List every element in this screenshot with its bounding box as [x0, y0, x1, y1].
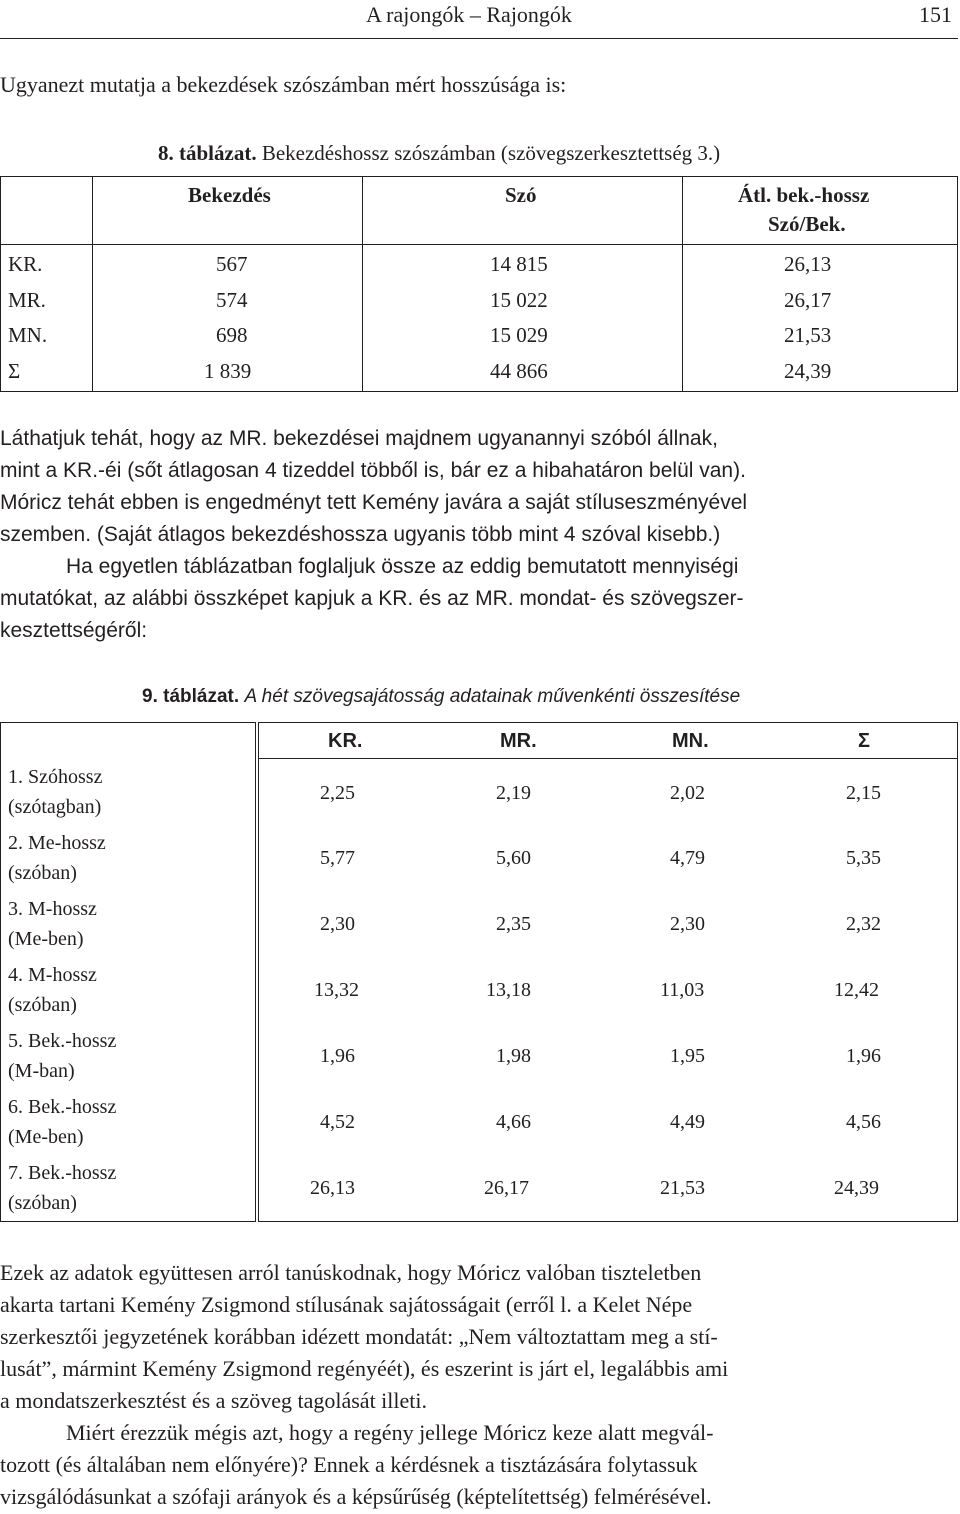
table8-row4-label: Σ: [8, 359, 21, 383]
table8-header-szo: Szó: [505, 183, 537, 207]
table8-row4-szo: 44 866: [490, 359, 548, 383]
para2-line3: kesztettségéről:: [0, 619, 148, 642]
table9-row3-sum: 2,32: [846, 913, 881, 935]
table8-row3-bek: 698: [216, 323, 248, 347]
table9-header-sum: Σ: [858, 730, 871, 752]
table8-header-bekezdes: Bekezdés: [188, 183, 271, 207]
table9-row5-kr: 1,96: [320, 1045, 355, 1067]
table9-row2-mr: 5,60: [496, 847, 531, 869]
table8-header-atl: Átl. bek.-hossz: [738, 183, 870, 207]
table9-row5-label: 5. Bek.-hossz (M-ban): [8, 1030, 117, 1082]
table9-row7-mn: 21,53: [660, 1177, 705, 1199]
table9-row7-label: 7. Bek.-hossz (szóban): [8, 1162, 117, 1214]
table8-row2-label: MR.: [8, 288, 46, 312]
table9-row4-label: 4. M-hossz (szóban): [8, 964, 97, 1016]
table9-row1-kr: 2,25: [320, 782, 355, 804]
table9-row6-mr: 4,66: [496, 1111, 531, 1133]
para2-line1: Ha egyetlen táblázatban foglaljuk össze az eddig bemutatott mennyiségi: [66, 555, 739, 578]
table8-row1-szo: 14 815: [490, 252, 548, 276]
table9-row1-label: 1. Szóhossz (szótagban): [8, 766, 103, 818]
table9-row2-kr: 5,77: [320, 847, 355, 869]
table9-row5-sum: 1,96: [846, 1045, 881, 1067]
running-title: A rajongók – Rajongók: [366, 2, 572, 27]
para1-line2: mint a KR.-éi (sőt átlagosan 4 tizeddel többől is, bár ez a hibahatáron belül van).: [0, 459, 746, 482]
table8-row3-szo: 15 029: [490, 323, 548, 347]
table8-header-szobek: Szó/Bek.: [768, 212, 846, 236]
table8-row3-atl: 21,53: [784, 323, 832, 347]
table9-row4-mr: 13,18: [486, 979, 531, 1001]
table9-row3-label: 3. M-hossz (Me-ben): [8, 898, 97, 950]
para4-line1: Miért érezzük mégis azt, hogy a regény jellege Móricz keze alatt megvál-: [66, 1420, 714, 1445]
table9-row6-kr: 4,52: [320, 1111, 355, 1133]
table8-row3-label: MN.: [8, 323, 48, 347]
running-header: [0, 0, 958, 39]
table8-row2-bek: 574: [216, 288, 248, 312]
table9: [0, 722, 958, 1222]
table8-row2-atl: 26,17: [784, 288, 832, 312]
table9-caption: [142, 684, 740, 710]
para3-line1: Ezek az adatok együttesen arról tanúskodnak, hogy Móricz valóban tiszteletben: [0, 1260, 702, 1285]
para3-line5: a mondatszerkesztést és a szöveg tagolását illeti.: [0, 1388, 428, 1413]
table9-row3-mr: 2,35: [496, 913, 531, 935]
table9-row2-mn: 4,79: [670, 847, 705, 869]
table9-row7-mr: 26,17: [484, 1177, 529, 1199]
intro-text: Ugyanezt mutatja a bekezdések szószámban mért hosszúsága is:: [0, 72, 567, 97]
table9-header-mr: MR.: [500, 730, 537, 752]
table9-row1-mn: 2,02: [670, 782, 705, 804]
table9-row4-kr: 13,32: [314, 979, 359, 1001]
page-number: 151: [919, 2, 952, 27]
para1-line3: Móricz tehát ebben is engedményt tett Kemény javára a saját stíluseszményével: [0, 491, 748, 514]
table9-row4-mn: 11,03: [660, 979, 705, 1001]
table9-row2-sum: 5,35: [846, 847, 881, 869]
table9-row3-mn: 2,30: [670, 913, 705, 935]
table9-row5-mr: 1,98: [496, 1045, 531, 1067]
table9-row6-sum: 4,56: [846, 1111, 881, 1133]
table9-row5-mn: 1,95: [670, 1045, 705, 1067]
table9-row7-sum: 24,39: [834, 1177, 879, 1199]
table9-row3-kr: 2,30: [320, 913, 355, 935]
table9-header-mn: MN.: [672, 730, 709, 752]
para2-line2: mutatókat, az alábbi összképet kapjuk a KR. és az MR. mondat- és szövegszer-: [0, 587, 744, 610]
table9-label: 9. táblázat.: [142, 686, 240, 707]
table9-row7-kr: 26,13: [310, 1177, 355, 1199]
para1-line1: Láthatjuk tehát, hogy az MR. bekezdései majdnem ugyanannyi szóból állnak,: [0, 427, 718, 450]
table9-row1-mr: 2,19: [496, 782, 531, 804]
table8-row1-bek: 567: [216, 252, 248, 276]
table8-row4-bek: 1 839: [204, 359, 252, 383]
para4-line3: vizsgálódásunkat a szófaji arányok és a képsűrűség (képtelítettség) felmérésével.: [0, 1484, 712, 1509]
para4-line2: tozott (és általában nem előnyére)? Ennek a kérdésnek a tisztázására folytassuk: [0, 1452, 698, 1477]
table8-title: Bekezdéshossz szószámban (szövegszerkesztettség 3.): [261, 141, 721, 165]
para3-line3: szerkesztői jegyzetének korábban idézett mondatát: „Nem változtattam meg a stí-: [0, 1324, 718, 1349]
table8-row4-atl: 24,39: [784, 359, 832, 383]
table9-title: A hét szövegsajátosság adatainak művenkénti összesítése: [244, 686, 741, 707]
para3-line2: akarta tartani Kemény Zsigmond stílusának sajátosságait (erről l. a Kelet Népe: [0, 1292, 693, 1317]
table9-row6-label: 6. Bek.-hossz (Me-ben): [8, 1096, 117, 1148]
table8-caption: [158, 140, 720, 166]
table9-row1-sum: 2,15: [846, 782, 881, 804]
table8: [0, 176, 958, 392]
para1-line4: szemben. (Saját átlagos bekezdéshossza ugyanis több mint 4 szóval kisebb.): [0, 523, 721, 546]
table9-row2-label: 2. Me-hossz (szóban): [8, 832, 106, 884]
table8-row1-atl: 26,13: [784, 252, 832, 276]
table8-label: 8. táblázat.: [158, 141, 257, 165]
table9-row6-mn: 4,49: [670, 1111, 705, 1133]
table9-row4-sum: 12,42: [834, 979, 879, 1001]
table9-header-kr: KR.: [328, 730, 363, 752]
para3-line4: lusát”, mármint Kemény Zsigmond regényéét), és eszerint is járt el, legalábbis ami: [0, 1356, 729, 1381]
table8-row2-szo: 15 022: [490, 288, 548, 312]
table8-row1-label: KR.: [8, 252, 43, 276]
